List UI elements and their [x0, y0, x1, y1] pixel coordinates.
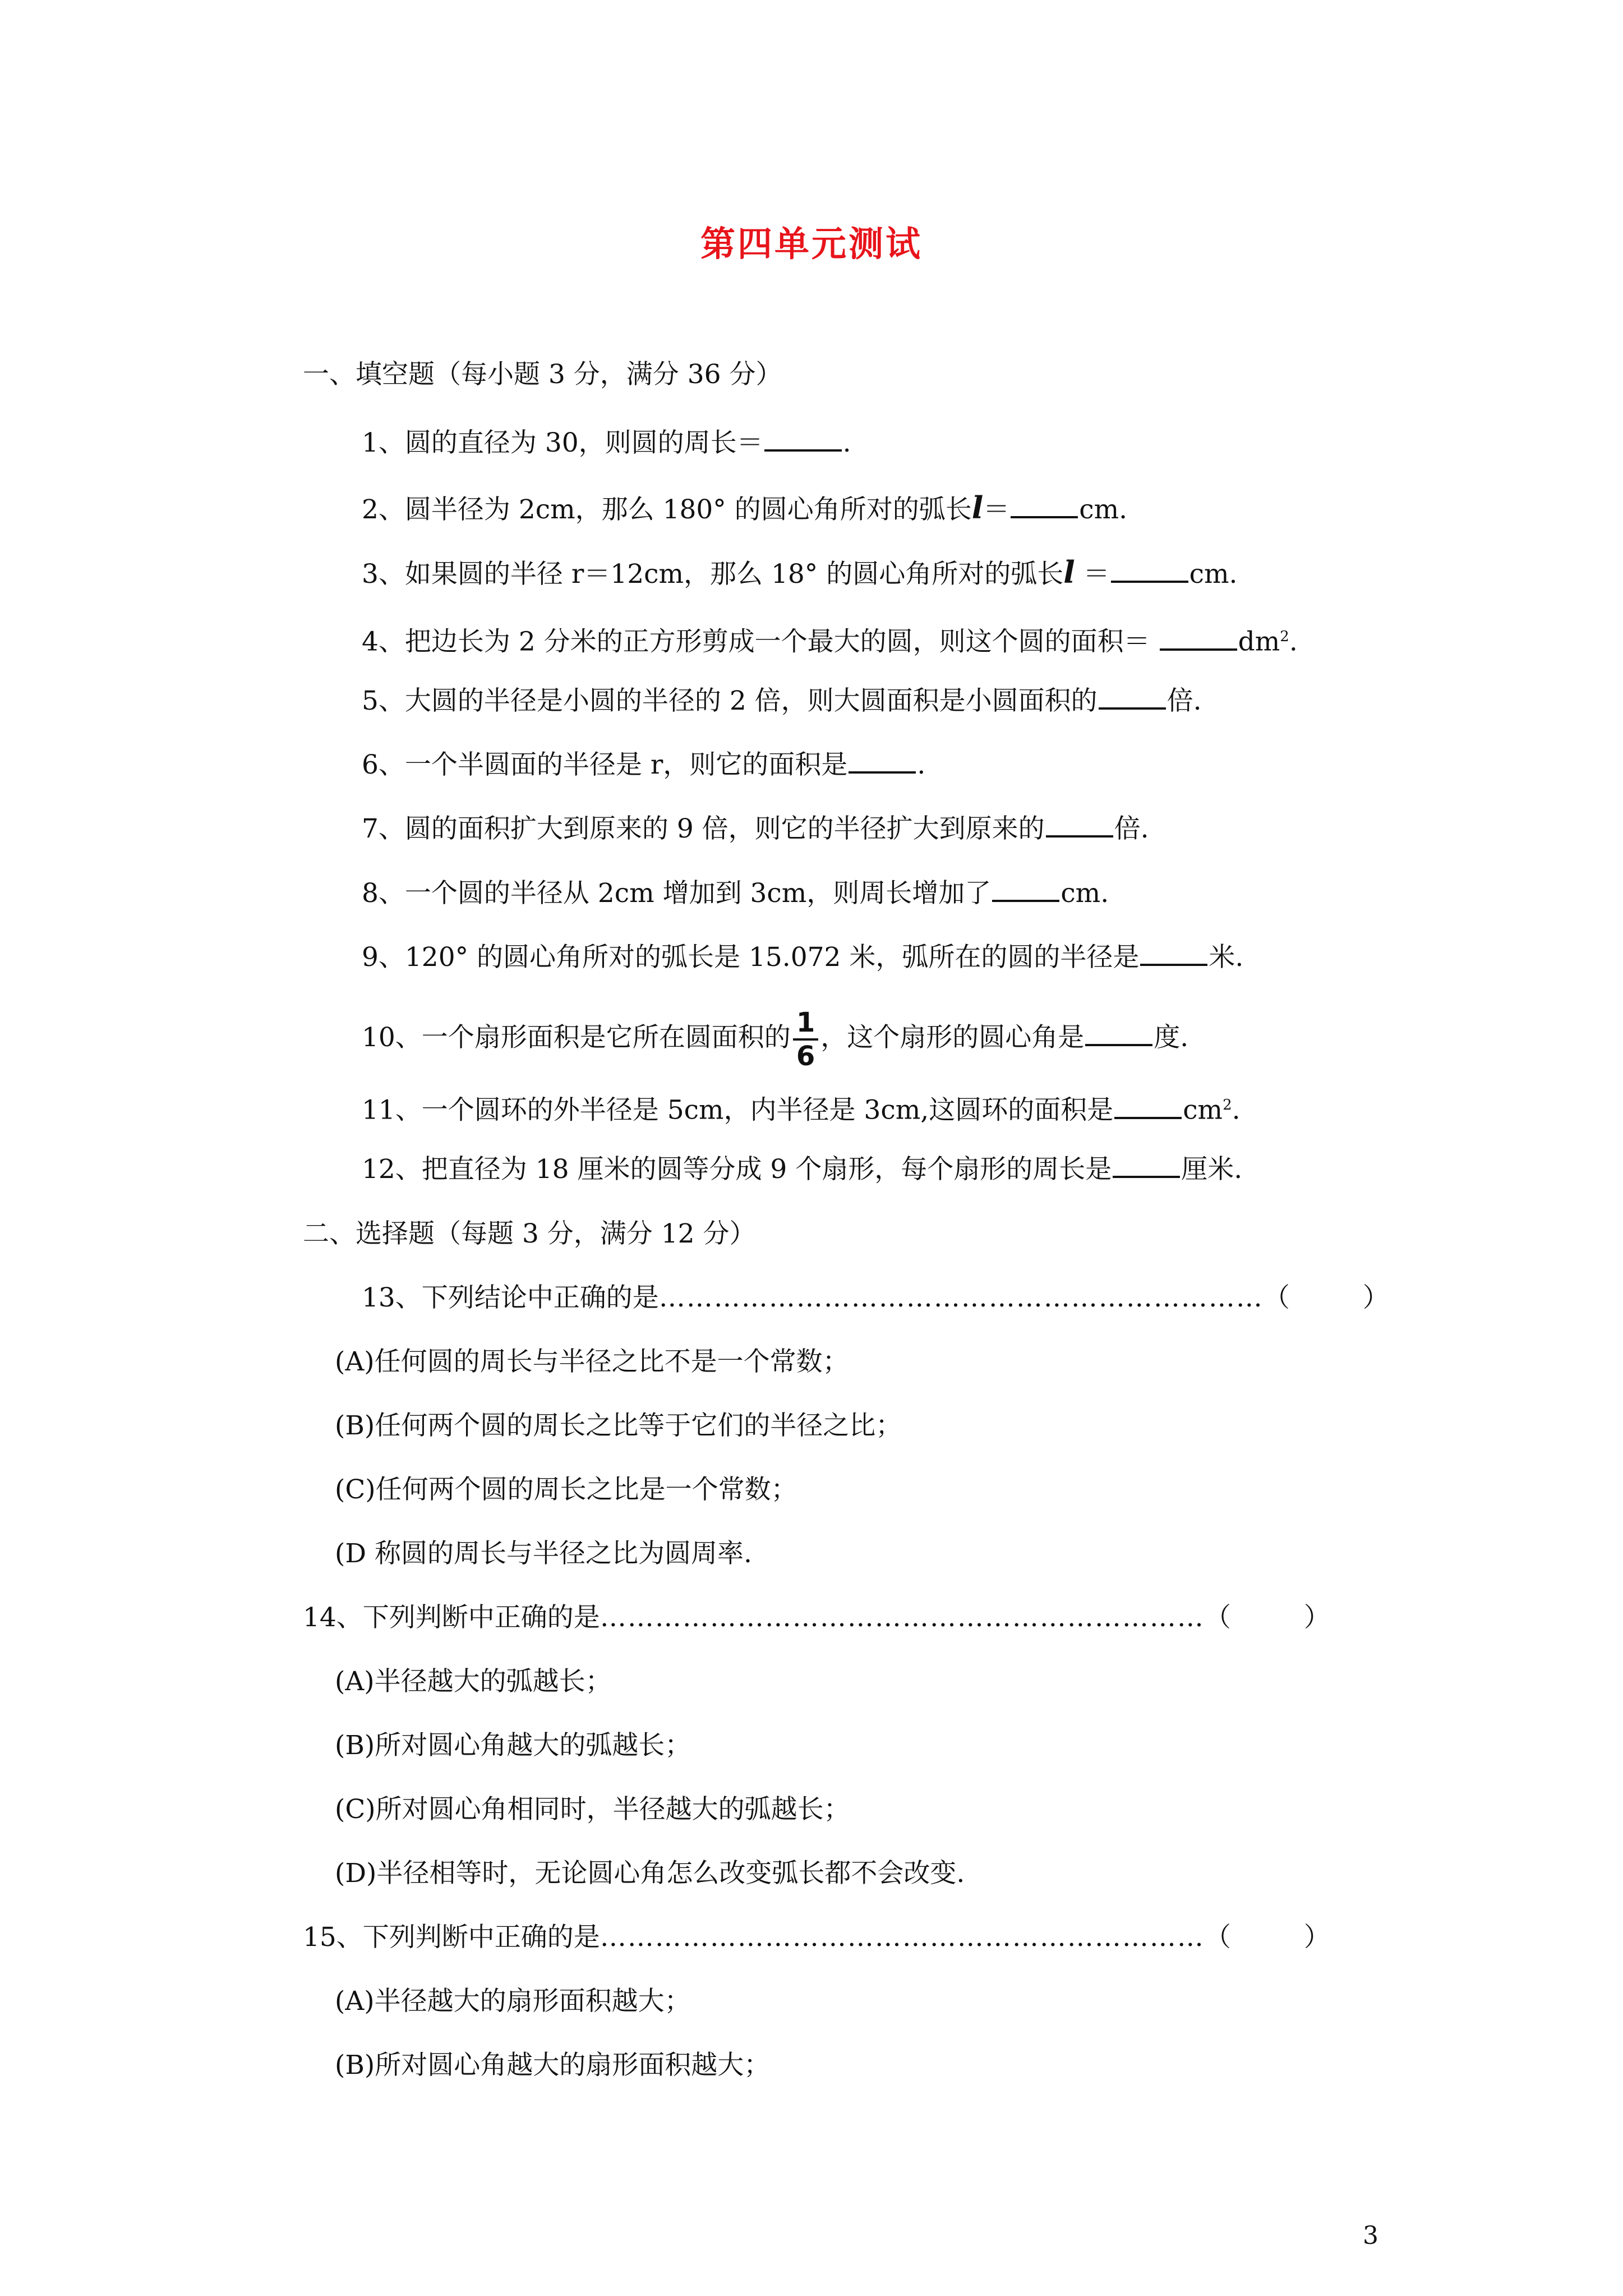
answer-blank[interactable] [1046, 813, 1113, 838]
page-number: 3 [1363, 2221, 1378, 2250]
option-b[interactable]: (B)所对圆心角越大的弧越长； [335, 1730, 691, 1761]
question-14-stem: 14、下列判断中正确的是…………………………………………………………（ ） [303, 1601, 1330, 1635]
question-5: 5、大圆的半径是小圆的半径的 2 倍，则大圆面积是小圆面积的 倍. [362, 685, 1202, 716]
question-3: 3、如果圆的半径 r＝12cm，那么 18° 的圆心角所对的弧长l ＝ cm. [362, 554, 1238, 590]
answer-blank[interactable] [1140, 941, 1207, 966]
question-8: 8、一个圆的半径从 2cm 增加到 3cm，则周长增加了 cm. [362, 878, 1109, 909]
answer-bracket[interactable] [1290, 1281, 1363, 1315]
question-1: 1、圆的直径为 30，则圆的周长＝ . [362, 427, 851, 458]
option-a[interactable]: (A)半径越大的扇形面积越大； [335, 1986, 691, 2017]
answer-blank[interactable] [1111, 558, 1188, 583]
question-2: 2、圆半径为 2cm，那么 180° 的圆心角所对的弧长l＝ cm. [362, 490, 1128, 526]
fraction-one-sixth: $\frac{1}{6}$ [793, 1007, 818, 1072]
answer-blank[interactable] [992, 877, 1059, 902]
question-15-stem: 15、下列判断中正确的是…………………………………………………………（ ） [303, 1921, 1330, 1954]
answer-blank[interactable] [849, 749, 916, 774]
option-a[interactable]: (A)半径越大的弧越长； [335, 1666, 612, 1697]
answer-blank[interactable] [1113, 1153, 1180, 1178]
option-a[interactable]: (A)任何圆的周长与半径之比不是一个常数； [335, 1346, 849, 1377]
question-10: 10、一个扇形面积是它所在圆面积的 $\frac{1}{6}$ ，这个扇形的圆心角是 度. [362, 1007, 1189, 1072]
page-title: 第四单元测试 [700, 223, 923, 264]
option-b[interactable]: (B)任何两个圆的周长之比等于它们的半径之比； [335, 1410, 902, 1441]
variable-l: l [971, 490, 984, 526]
answer-bracket[interactable] [1231, 1601, 1304, 1635]
question-4: 4、把边长为 2 分米的正方形剪成一个最大的圆，则这个圆的面积＝ $dm^2$. [362, 626, 1298, 657]
option-d[interactable]: (D 称圆的周长与半径之比为圆周率. [335, 1538, 752, 1569]
option-b[interactable]: (B)所对圆心角越大的扇形面积越大； [335, 2050, 771, 2081]
answer-blank[interactable] [764, 427, 842, 452]
answer-blank[interactable] [1114, 1094, 1182, 1119]
answer-blank[interactable] [1160, 626, 1237, 651]
option-c[interactable]: (C)任何两个圆的周长之比是一个常数； [335, 1474, 797, 1505]
question-9: 9、120° 的圆心角所对的弧长是 15.072 米，弧所在的圆的半径是 米. [362, 942, 1244, 973]
question-11: 11、一个圆环的外半径是 5cm，内半径是 3cm,这圆环的面积是 $cm^2$. [362, 1094, 1241, 1126]
section-heading-fill-blank: 一、填空题（每小题 3 分，满分 36 分） [303, 359, 782, 390]
answer-bracket[interactable] [1231, 1921, 1304, 1954]
answer-blank[interactable] [1099, 685, 1166, 710]
question-6: 6、一个半圆面的半径是 r，则它的面积是 . [362, 749, 926, 780]
question-12: 12、把直径为 18 厘米的圆等分成 9 个扇形，每个扇形的周长是 厘米. [362, 1154, 1243, 1185]
answer-blank[interactable] [1011, 494, 1078, 518]
question-7: 7、圆的面积扩大到原来的 9 倍，则它的半径扩大到原来的 倍. [362, 813, 1149, 844]
section-heading-multiple-choice: 二、选择题（每题 3 分，满分 12 分） [303, 1218, 756, 1249]
answer-blank[interactable] [1085, 1022, 1152, 1046]
question-13-stem: 13、下列结论中正确的是…………………………………………………………（ ） [362, 1281, 1389, 1315]
variable-l: l [1063, 554, 1075, 590]
option-d[interactable]: (D)半径相等时，无论圆心角怎么改变弧长都不会改变. [335, 1858, 965, 1889]
option-c[interactable]: (C)所对圆心角相同时，半径越大的弧越长； [335, 1794, 850, 1825]
